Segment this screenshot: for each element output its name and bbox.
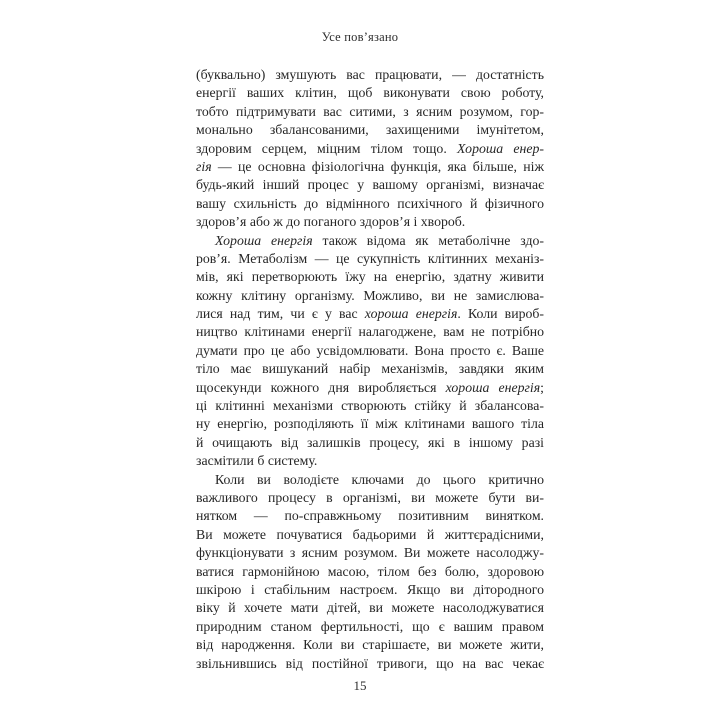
italic-text-segment: хороша енергія	[445, 379, 541, 395]
text-segment: ров’я. Метаболізм — це сукупність клітинних механіз-	[196, 250, 544, 266]
text-segment: думати про це або усвідомлювати. Вона просто є. Ваше	[196, 342, 544, 358]
text-segment: . Коли вироб-	[457, 306, 544, 322]
text-line	[196, 268, 544, 286]
text-segment: вашу схильність до відмінного психічного й фізичного	[196, 195, 544, 211]
text-line	[196, 452, 544, 470]
text-segment: віку й хочете мати дітей, ви можете насолоджуватися	[196, 600, 544, 616]
text-line	[196, 195, 544, 213]
text-line	[196, 232, 544, 250]
text-line	[196, 544, 544, 562]
text-line	[196, 342, 544, 360]
page-number: 15	[353, 678, 367, 693]
text-line	[196, 305, 544, 323]
text-segment: здоров’я або ж до поганого здоров’я і хвороб.	[196, 214, 466, 230]
text-line	[196, 636, 544, 654]
text-segment: монально збалансованими, захищеними імунітетом,	[196, 122, 544, 138]
text-line	[196, 489, 544, 507]
text-segment: будь-який інший процес у вашому організмі, визначає	[196, 177, 544, 193]
text-line	[196, 507, 544, 525]
text-line	[196, 250, 544, 268]
text-segment: також відома як метаболічне здо-	[312, 232, 544, 248]
text-segment: важливого процесу в організмі, ви можете бути ви-	[196, 489, 544, 505]
text-line	[196, 66, 544, 84]
running-header: Усе пов’язано	[321, 30, 399, 44]
text-line	[196, 563, 544, 581]
text-segment: шкірою і стабільним настроєм. Якщо ви дітородного	[196, 581, 544, 597]
text-line	[196, 158, 544, 176]
paragraph	[196, 66, 544, 232]
text-segment: тіло має вишуканий набір механізмів, завдяки яким	[196, 361, 544, 377]
text-segment: функціонувати з ясним розумом. Ви можете насолоджу-	[196, 545, 544, 561]
text-segment: мів, які перетворюють їжу на енергію, здатну живити	[196, 269, 544, 285]
text-segment: енергії ваших клітин, щоб виконувати свою роботу,	[196, 85, 544, 101]
text-segment: засмітили б систему.	[196, 453, 318, 469]
text-line	[196, 599, 544, 617]
paragraph	[196, 471, 544, 673]
text-line	[196, 360, 544, 378]
text-line	[196, 84, 544, 102]
italic-text-segment: Хороша енер-	[457, 140, 544, 156]
text-segment: ну енергію, розподіляють її між клітинами вашого тіла	[196, 416, 544, 432]
text-segment: лися над тим, чи є у вас	[196, 306, 365, 322]
text-segment: ці клітинні механізми створюють стійку й збалансова-	[196, 398, 544, 414]
text-line	[196, 471, 544, 489]
text-segment: щосекунди кожного дня виробляється	[196, 379, 446, 395]
text-segment: від народження. Коли ви старішаєте, ви можете жити,	[196, 637, 544, 653]
text-line	[196, 213, 544, 231]
text-segment: кожну клітину організму. Можливо, ви не замислюва-	[196, 287, 544, 303]
text-segment: ;	[540, 379, 545, 395]
text-line	[196, 655, 544, 673]
text-line	[196, 526, 544, 544]
text-line	[196, 287, 544, 305]
text-line	[196, 323, 544, 341]
text-segment: тобто підтримувати вас ситими, з ясним розумом, гор-	[196, 103, 544, 119]
text-segment: природним станом фертильності, що є вашим правом	[196, 618, 544, 634]
italic-text-segment: Хороша енергія	[215, 232, 313, 248]
text-line	[196, 397, 544, 415]
text-line	[196, 618, 544, 636]
text-segment: (буквально) змушують вас працювати, — достатність	[196, 67, 544, 82]
body-text	[196, 66, 544, 673]
text-segment: здоровим серцем, міцним тілом тощо.	[196, 140, 458, 156]
text-line	[196, 140, 544, 158]
text-line	[196, 415, 544, 433]
text-line	[196, 434, 544, 452]
italic-text-segment: хороша енергія	[364, 306, 458, 322]
text-segment: нятком — по-справжньому позитивним винятком.	[196, 508, 544, 524]
text-line	[196, 176, 544, 194]
italic-text-segment: гія	[196, 158, 212, 174]
text-line	[196, 379, 544, 397]
text-segment: Ви можете почуватися бадьорими й життєрадісними,	[196, 526, 544, 542]
text-segment: ництво клітинами енергії налагоджене, вам не потрібно	[196, 324, 544, 340]
text-segment: — це основна фізіологічна функція, яка більше, ніж	[211, 158, 544, 174]
text-segment: звільнившись від постійної тривоги, що на вас чекає	[196, 655, 544, 671]
text-line	[196, 581, 544, 599]
paragraph	[196, 232, 544, 471]
text-segment: Коли ви володієте ключами до цього критично	[215, 471, 544, 487]
text-segment: й очищають від залишків процесу, які в іншому разі	[196, 434, 544, 450]
text-segment: ватися гармонійною масою, тілом без болю, здоровою	[196, 563, 544, 579]
text-line	[196, 121, 544, 139]
text-line	[196, 103, 544, 121]
